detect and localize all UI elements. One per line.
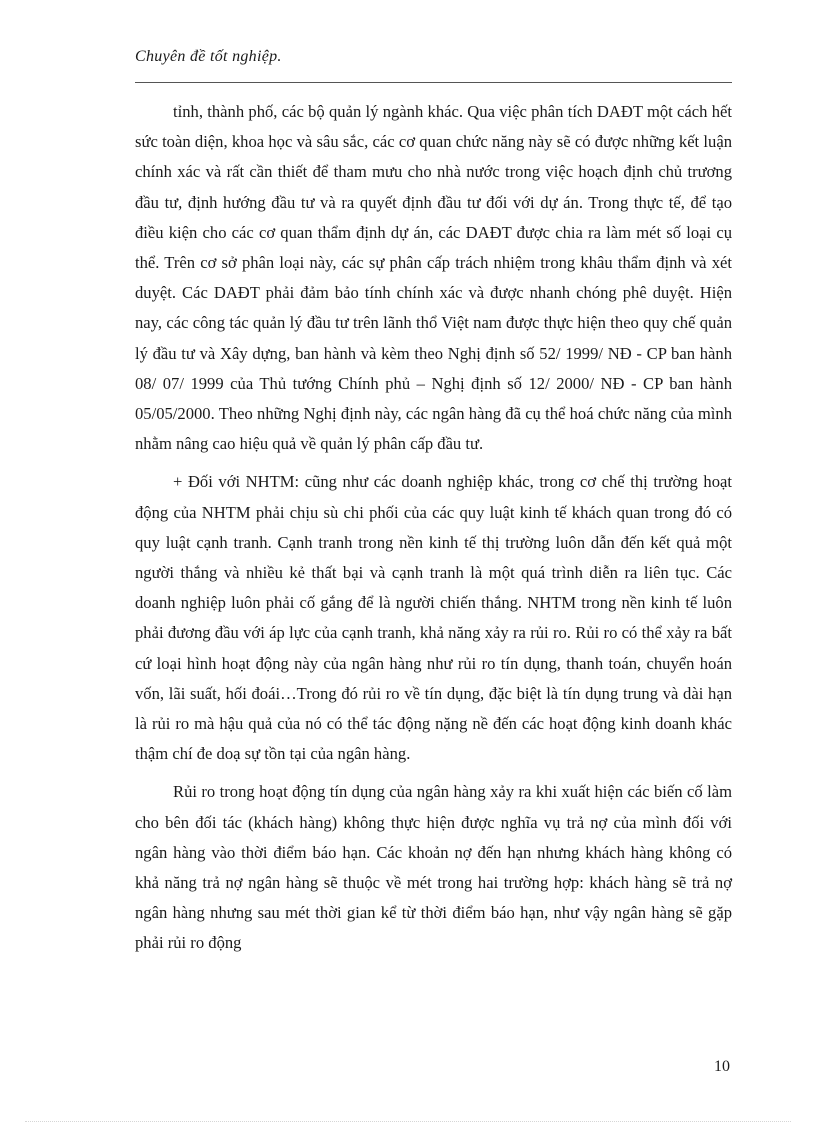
footer-divider: [25, 1121, 791, 1122]
document-body: [135, 97, 732, 959]
running-header: Chuyên đề tốt nghiệp.: [135, 48, 282, 65]
paragraph-3: Rủi ro trong hoạt động tín dụng của ngân hàng xảy ra khi xuất hiện các biến cố làm cho bên đối tác (khách hàng) không thực hiện được nghĩa vụ trả nợ của mình đối với ngân hàng vào thời điểm báo hạn. Các khoản nợ đến hạn nhưng khách hàng không có khả năng trả nợ ngân hàng sẽ thuộc về mét trong hai trường hợp: khách hàng sẽ trả nợ ngân hàng nhưng sau mét thời gian kể từ thời điểm báo hạn, như vậy ngân hàng sẽ gặp phải rủi ro động: [135, 782, 732, 953]
header-divider: [135, 82, 732, 83]
page-number: 10: [714, 1058, 730, 1075]
paragraph-1: tỉnh, thành phố, các bộ quản lý ngành khác. Qua việc phân tích DAĐT một cách hết sức toàn diện, khoa học và sâu sắc, các cơ quan chức năng này sẽ có được những kết luận chính xác và rất cần thiết để tham mưu cho nhà nước trong việc hoạch định chủ trương đầu tư, định hướng đầu tư và ra quyết định đầu tư đối với dự án. Trong thực tế, để tạo điều kiện cho các cơ quan thẩm định dự án, các DAĐT được chia ra làm mét số loại cụ thể. Trên cơ sở phân loại này, các sự phân cấp trách nhiệm trong khâu thẩm định và xét duyệt. Các DAĐT phải đảm bảo tính chính xác và được nhanh chóng phê duyệt. Hiện nay, các công tác quản lý đầu tư trên lãnh thổ Việt nam được thực hiện theo quy chế quản lý đầu tư và Xây dựng, ban hành và kèm theo Nghị định số 52/ 1999/ NĐ - CP ban hành 08/ 07/ 1999 của Thủ tướng Chính phủ – Nghị định số 12/ 2000/ NĐ - CP ban hành 05/05/2000. Theo những Nghị định này, các ngân hàng đã cụ thể hoá chức năng của mình nhằm nâng cao hiệu quả về quản lý phân cấp đầu tư.: [135, 102, 732, 454]
paragraph-2: + Đối với NHTM: cũng như các doanh nghiệp khác, trong cơ chế thị trường hoạt động của NHTM phải chịu sù chi phối của các quy luật kinh tế khách quan trong đó có quy luật cạnh tranh. Cạnh tranh trong nền kinh tế thị trường luôn dẫn đến kết quả một người thắng và nhiều kẻ thất bại và cạnh tranh là một quá trình diễn ra liên tục. Các doanh nghiệp luôn phải cố gắng để là người chiến thắng. NHTM trong nền kinh tế luôn phải đương đầu với áp lực của cạnh tranh, khả năng xảy ra rủi ro. Rủi ro có thể xảy ra bất cứ loại hình hoạt động này của ngân hàng như rủi ro tín dụng, thanh toán, chuyển hoán vốn, lãi suất, hối đoái…Trong đó rủi ro về tín dụng, đặc biệt là tín dụng trung và dài hạn là rủi ro mà hậu quả của nó có thể tác động nặng nề đến các hoạt động kinh doanh khác thậm chí đe doạ sự tồn tại của ngân hàng.: [135, 472, 732, 764]
